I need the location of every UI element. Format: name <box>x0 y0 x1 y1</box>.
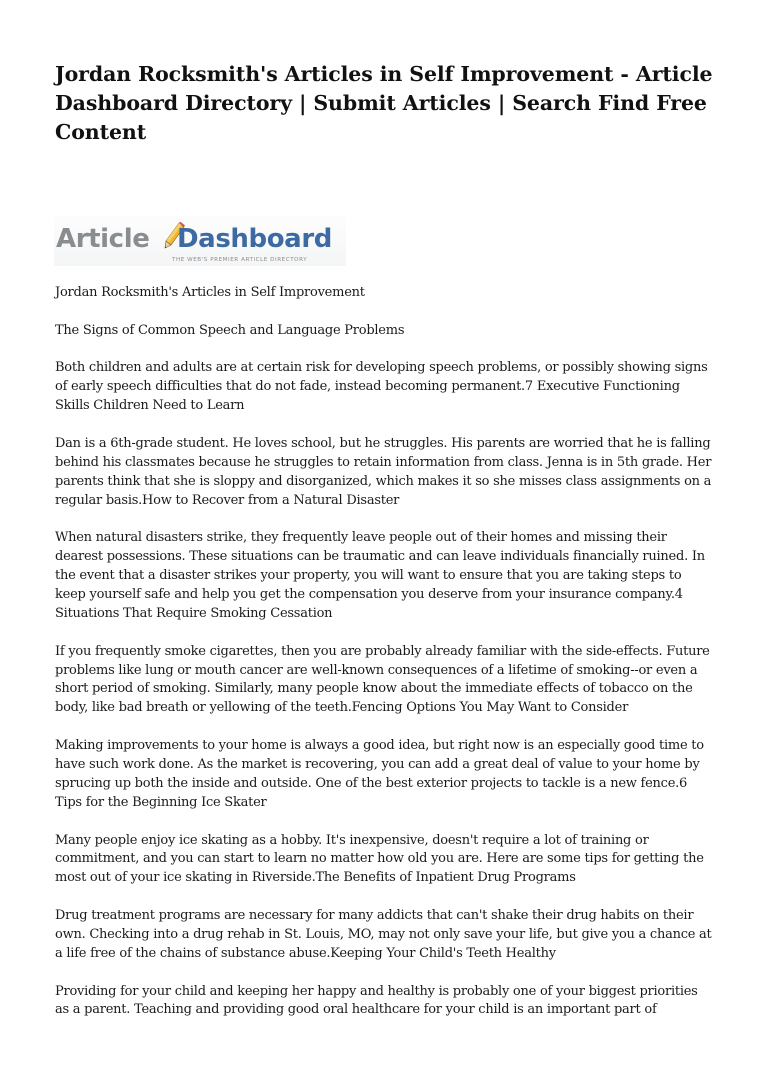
paragraph: Jordan Rocksmith's Articles in Self Improvement <box>55 285 365 300</box>
article-dashboard-logo <box>54 216 346 266</box>
logo-word-dashboard: Dashboard <box>177 224 332 254</box>
logo-word-article: Article <box>56 224 150 254</box>
paragraph: The Signs of Common Speech and Language Problems <box>55 322 405 338</box>
page-title: Jordan Rocksmith's Articles in Self Improvement - Article Dashboard Directory | Submit Articles | Search Find Free Content <box>55 62 713 144</box>
article-body <box>55 284 715 1039</box>
logo-tagline: THE WEB'S PREMIER ARTICLE DIRECTORY <box>172 257 308 263</box>
paragraph: Both children and adults are at certain risk for developing speech problems, or possibly showing signs of early speech difficulties that do not fade, instead becoming permanent.7 Executive Functioning Skills Children Need to Learn <box>55 360 708 414</box>
paragraph: When natural disasters strike, they frequently leave people out of their homes and missing their dearest possessions. These situations can be traumatic and can leave individuals financially ruined. In the event that a disaster strikes your property, you will want to ensure that you are taking steps to keep yourself safe and help you get the compensation you deserve from your insurance company.4 Situations That Require Smoking Cessation <box>55 530 705 621</box>
paragraph: Dan is a 6th-grade student. He loves school, but he struggles. His parents are worried that he is falling behind his classmates because he struggles to retain information from class. Jenna is in 5th grade. Her parents think that she is sloppy and disorganized, which makes it so she misses class assignments on a regular basis.How to Recover from a Natural Disaster <box>55 435 712 508</box>
paragraph: If you frequently smoke cigarettes, then you are probably already familiar with the side-effects. Future problems like lung or mouth cancer are well-known consequences of a lifetime of smoking--or even a short period of smoking. Similarly, many people know about the immediate effects of tobacco on the body, like bad breath or yellowing of the teeth.Fencing Options You May Want to Consider <box>55 643 710 716</box>
paragraph: Drug treatment programs are necessary for many addicts that can't shake their drug habits on their own. Checking into a drug rehab in St. Louis, MO, may not only save your life, but give you a chance at a life free of the chains of substance abuse.Keeping Your Child's Teeth Healthy <box>55 908 712 961</box>
paragraph: Making improvements to your home is always a good idea, but right now is an especially good time to have such work done. As the market is recovering, you can add a great deal of value to your home by sprucing up both the inside and outside. One of the best exterior projects to tackle is a new fence.6 Tips for the Beginning Ice Skater <box>55 738 704 810</box>
paragraph: Many people enjoy ice skating as a hobby. It's inexpensive, doesn't require a lot of training or commitment, and you can start to learn no matter how old you are. Here are some tips for getting the most out of your ice skating in Riverside.The Benefits of Inpatient Drug Programs <box>55 832 704 886</box>
paragraph: Providing for your child and keeping her happy and healthy is probably one of your biggest priorities as a parent. Teaching and providing good oral healthcare for your child is an important part of <box>55 983 698 1018</box>
